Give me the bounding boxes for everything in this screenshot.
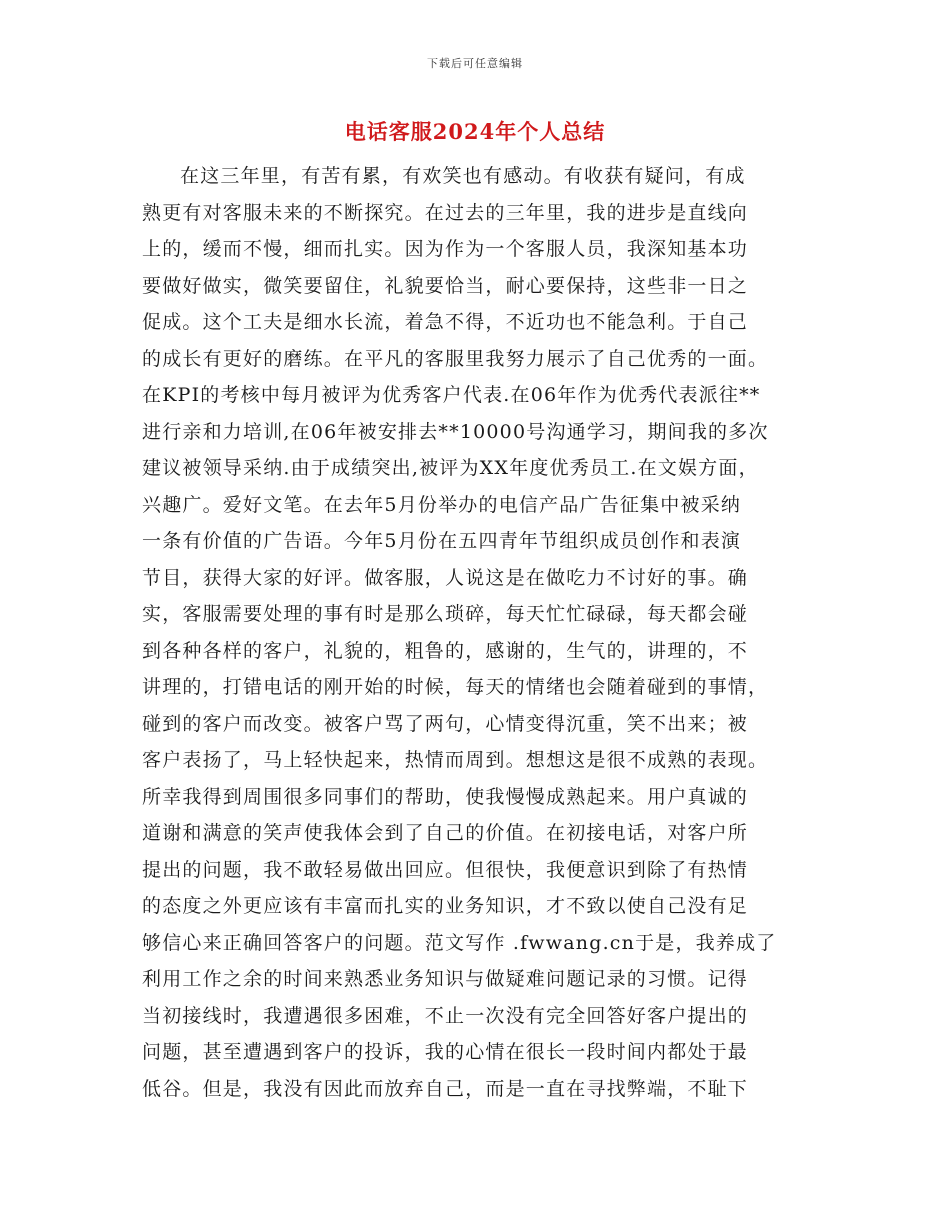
- body-line: 兴趣广。爱好文笔。在去年5月份举办的电信产品广告征集中被采纳: [142, 493, 742, 516]
- body-line: 道谢和满意的笑声使我体会到了自己的价值。在初接电话，对客户所: [142, 822, 749, 844]
- body-line: 所幸我得到周围很多同事们的帮助，使我慢慢成熟起来。用户真诚的: [142, 785, 749, 808]
- body-line: 当初接线时，我遭遇很多困难，不止一次没有完全回答好客户提出的: [142, 1004, 749, 1027]
- body-line: 上的，缓而不慢，细而扎实。因为作为一个客服人员，我深知基本功: [142, 238, 749, 260]
- body-line: 建议被领导采纳.由于成绩突出,被评为XX年度优秀员工.在文娱方面，: [142, 457, 759, 479]
- body-line: 客户表扬了，马上轻快起来，热情而周到。想想这是很不成熟的表现。: [142, 749, 769, 771]
- body-line: 低谷。但是，我没有因此而放弃自己，而是一直在寻找弊端，不耻下: [142, 1077, 749, 1100]
- body-line: 的态度之外更应该有丰富而扎实的业务知识，才不致以使自己没有足: [142, 895, 749, 917]
- body-line: 够信心来正确回答客户的问题。范文写作 .fwwang.cn于是，我养成了: [142, 931, 777, 954]
- body-line: 节目，获得大家的好评。做客服，人说这是在做吃力不讨好的事。确: [142, 566, 749, 589]
- body-line: 问题，甚至遭遇到客户的投诉，我的心情在很长一段时间内都处于最: [142, 1041, 749, 1063]
- body-line: 实，客服需要处理的事有时是那么琐碎，每天忙忙碌碌，每天都会碰: [142, 603, 749, 625]
- body-line: 提出的问题，我不敢轻易做出回应。但很快，我便意识到除了有热情: [142, 858, 749, 881]
- body-line: 利用工作之余的时间来熟悉业务知识与做疑难问题记录的习惯。记得: [142, 968, 749, 990]
- body-line: 在KPI的考核中每月被评为优秀客户代表.在06年作为优秀代表派往**: [142, 384, 761, 406]
- body-line: 碰到的客户而改变。被客户骂了两句，心情变得沉重，笑不出来；被: [142, 712, 749, 735]
- body-line: 进行亲和力培训,在06年被安排去**10000号沟通学习，期间我的多次: [142, 420, 769, 443]
- header-note: 下载后可任意编辑: [427, 57, 523, 70]
- body-line: 促成。这个工夫是细水长流，着急不得，不近功也不能急利。于自己: [142, 311, 749, 333]
- document-title: 电话客服2024年个人总结: [344, 119, 606, 144]
- body-line: 在这三年里，有苦有累，有欢笑也有感动。有收获有疑问，有成: [180, 165, 746, 187]
- body-line: 讲理的，打错电话的刚开始的时候，每天的情绪也会随着碰到的事情，: [142, 676, 769, 698]
- body-line: 熟更有对客服未来的不断探究。在过去的三年里，我的进步是直线向: [142, 201, 749, 224]
- document-body: [142, 158, 814, 1107]
- body-line: 到各种各样的客户，礼貌的，粗鲁的，感谢的，生气的，讲理的，不: [142, 639, 749, 662]
- body-line: 一条有价值的广告语。今年5月份在五四青年节组织成员创作和表演: [142, 530, 742, 552]
- body-line: 要做好做实，微笑要留住，礼貌要恰当，耐心要保持，这些非一日之: [142, 274, 749, 297]
- body-line: 的成长有更好的磨练。在平凡的客服里我努力展示了自己优秀的一面。: [142, 347, 769, 370]
